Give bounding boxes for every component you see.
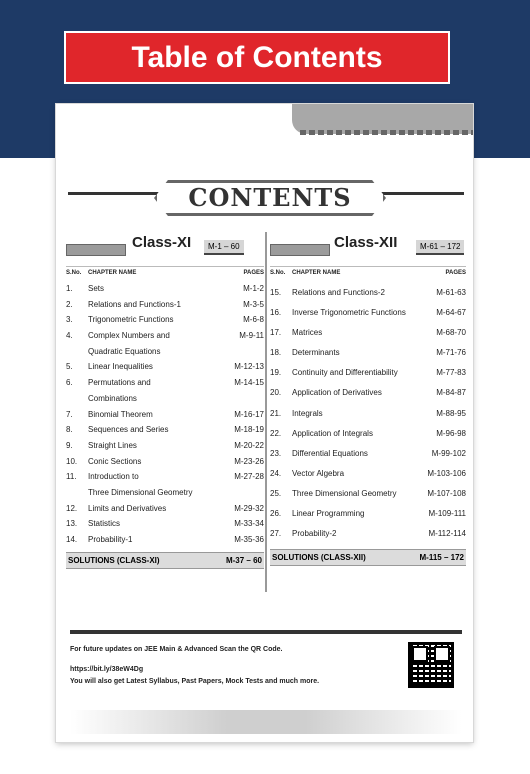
chapter-pages: M-68-70 [436,328,466,338]
footer-link[interactable]: https://bit.ly/38eW4Dg [70,666,144,673]
class-bar-decoration [270,244,330,256]
chapter-row[interactable] [66,378,264,394]
chapter-pages: M-23-26 [234,456,264,466]
chapter-name: Differential Equations [292,448,368,458]
chapter-number: 3. [66,315,73,325]
chapter-row[interactable] [66,331,264,347]
chapter-number: 21. [270,408,282,418]
chapter-row[interactable] [66,300,264,316]
chapter-number: 11. [66,472,77,482]
chapter-name: Three Dimensional Geometry [88,487,193,497]
solutions-pages: M-115 – 172 [419,553,464,563]
class-xi-range: M-1 – 60 [204,240,244,255]
chapter-name: Integrals [292,408,323,418]
chapter-row[interactable] [66,472,264,488]
chapter-number: 17. [270,328,282,338]
chapter-row[interactable] [270,509,466,529]
chapter-row[interactable] [270,288,466,308]
chapter-name: Determinants [292,348,340,358]
footer-rule [70,630,462,634]
chapter-name: Relations and Functions-2 [292,288,385,297]
chapter-row[interactable] [66,488,264,504]
chapter-pages: M-20-22 [234,440,264,450]
chapter-pages: M-88-95 [436,408,466,418]
pages-header: PAGES [243,270,264,276]
sno-header: S.No. [66,270,82,276]
chapter-name: Permutations and [88,378,151,388]
chapter-row[interactable] [270,348,466,368]
chapter-name: Sets [88,284,105,293]
chapter-name: Continuity and Differentiability [292,368,398,378]
chapter-pages: M-6-8 [243,315,264,325]
chapter-name: Matrices [292,328,323,338]
chapter-name: Combinations [88,393,137,403]
chapter-pages: M-107-108 [427,488,466,498]
chapter-number: 14. [66,535,78,544]
chapter-name: Vector Algebra [292,468,345,478]
chapter-pages: M-77-83 [436,368,466,378]
chapter-number: 16. [270,308,282,318]
chapter-name: Application of Derivatives [292,388,382,398]
chapter-pages: M-96-98 [436,428,466,438]
class-xi-solutions[interactable] [66,552,264,569]
contents-page [56,104,473,742]
chapter-number [66,394,88,410]
chapter-row[interactable] [66,441,264,457]
chapter-pages: M-12-13 [234,362,264,372]
chapter-name: Relations and Functions-1 [88,299,181,309]
chapter-pages: M-35-36 [234,535,264,544]
chapter-number: 27. [270,529,282,539]
chapter-row[interactable] [66,504,264,520]
solutions-pages: M-37 – 60 [225,555,262,565]
chapter-number: 26. [270,509,282,519]
chapter-row[interactable] [270,429,466,449]
chapter-pages: M-33-34 [234,519,264,529]
chapter-name: Application of Integrals [292,428,373,438]
pages-header: PAGES [445,270,466,276]
chapter-number: 22. [270,428,282,438]
chapter-name: Straight Lines [88,440,137,450]
chapter-name: Conic Sections [88,456,142,466]
chapter-number: 19. [270,368,282,378]
class-xi-header [66,234,264,252]
chapter-pages: M-61-63 [436,288,466,297]
chapter-number [66,488,88,504]
contents-heading: CONTENTS [188,183,352,212]
footer-update-text: For future updates on JEE Main & Advanced Scan the QR Code. [70,646,283,653]
chapter-number: 12. [66,503,78,513]
class-xi-section [66,234,264,569]
chapter-number: 8. [66,425,73,435]
column-divider [265,232,267,592]
chapter-row[interactable] [66,457,264,473]
column-headers [270,266,466,276]
chapter-name: Sequences and Series [88,425,169,435]
chapter-number: 4. [66,331,73,341]
chapter-pages: M-103-106 [427,468,466,478]
class-xii-title: Class-XII [334,234,398,251]
solutions-label: SOLUTIONS (CLASS-XII) [272,553,366,563]
chapter-row[interactable] [66,284,264,300]
chapter-name: Three Dimensional Geometry [292,488,397,498]
chapter-number: 24. [270,468,282,478]
chapter-pages: M-99-102 [431,448,466,458]
chapter-number: 7. [66,409,73,419]
chapter-pages: M-16-17 [234,409,264,419]
page-title: Table of Contents [64,31,450,84]
chapter-row[interactable] [270,368,466,388]
chapter-row[interactable] [66,394,264,410]
chapter-pages: M-64-67 [436,308,466,318]
chapter-pages: M-14-15 [234,378,264,388]
chapter-row[interactable] [66,347,264,363]
chapter-pages: M-27-28 [234,472,264,482]
chapter-pages: M-84-87 [436,388,466,398]
chapter-name: Limits and Derivatives [88,503,167,513]
chapter-name-header: CHAPTER NAME [88,270,137,276]
footer-extra-text: You will also get Latest Syllabus, Past Papers, Mock Tests and much more. [70,678,320,685]
class-xii-range: M-61 – 172 [416,240,464,255]
chapter-pages: M-3-5 [243,299,264,309]
chapter-number: 10. [66,456,78,466]
chapter-row[interactable] [270,409,466,429]
chapter-name: Quadratic Equations [88,346,161,356]
chapter-row[interactable] [270,388,466,408]
chapter-pages: M-71-76 [436,348,466,358]
chapter-name: Probability-1 [88,535,133,544]
class-xi-chapter-list [66,284,264,551]
dashed-decoration [300,130,473,135]
chapter-name: Binomial Theorem [88,409,153,419]
chapter-pages: M-18-19 [234,425,264,435]
class-xi-title: Class-XI [132,234,192,251]
chapter-row[interactable] [270,489,466,509]
chapter-name: Trigonometric Functions [88,315,174,325]
column-headers [66,266,264,276]
bottom-decoration [70,710,462,734]
chapter-row[interactable] [270,529,466,549]
chapter-number: 20. [270,388,282,398]
solutions-label: SOLUTIONS (CLASS-XI) [68,555,160,565]
class-xii-header [270,234,466,252]
chapter-number: 5. [66,362,73,372]
chapter-number: 13. [66,519,78,529]
chapter-row[interactable] [270,449,466,469]
chapter-pages: M-29-32 [234,503,264,513]
chapter-number: 1. [66,284,73,293]
chapter-row[interactable] [66,315,264,331]
chapter-pages: M-112-114 [428,529,466,539]
chapter-row[interactable] [270,469,466,489]
chapter-pages: M-9-11 [239,331,264,341]
class-bar-decoration [66,244,126,256]
chapter-row[interactable] [66,535,264,551]
sno-header: S.No. [270,270,286,276]
chapter-pages: M-1-2 [243,284,264,293]
chapter-row[interactable] [66,410,264,426]
class-xii-solutions[interactable] [270,549,466,566]
chapter-pages: M-109-111 [428,509,466,519]
chapter-number: 15. [270,288,282,297]
chapter-name-header: CHAPTER NAME [292,270,341,276]
chapter-number: 25. [270,488,282,498]
chapter-name: Introduction to [88,472,139,482]
chapter-number: 9. [66,440,73,450]
chapter-number: 6. [66,378,73,388]
chapter-name: Linear Programming [292,509,365,519]
chapter-number: 18. [270,348,282,358]
chapter-name: Complex Numbers and [88,331,170,341]
class-xii-chapter-list [270,288,466,549]
chapter-name: Linear Inequalities [88,362,153,372]
chapter-name: Inverse Trigonometric Functions [292,308,406,318]
class-xii-section [270,234,466,566]
chapter-number: 23. [270,448,282,458]
chapter-number: 2. [66,299,73,309]
chapter-row[interactable] [66,519,264,535]
chapter-row[interactable] [270,308,466,328]
chapter-row[interactable] [66,425,264,441]
chapter-name: Probability-2 [292,529,337,539]
qr-code-icon[interactable] [408,642,454,688]
chapter-name: Statistics [88,519,121,529]
chapter-row[interactable] [270,328,466,348]
chapter-row[interactable] [66,362,264,378]
chapter-number [66,347,88,363]
